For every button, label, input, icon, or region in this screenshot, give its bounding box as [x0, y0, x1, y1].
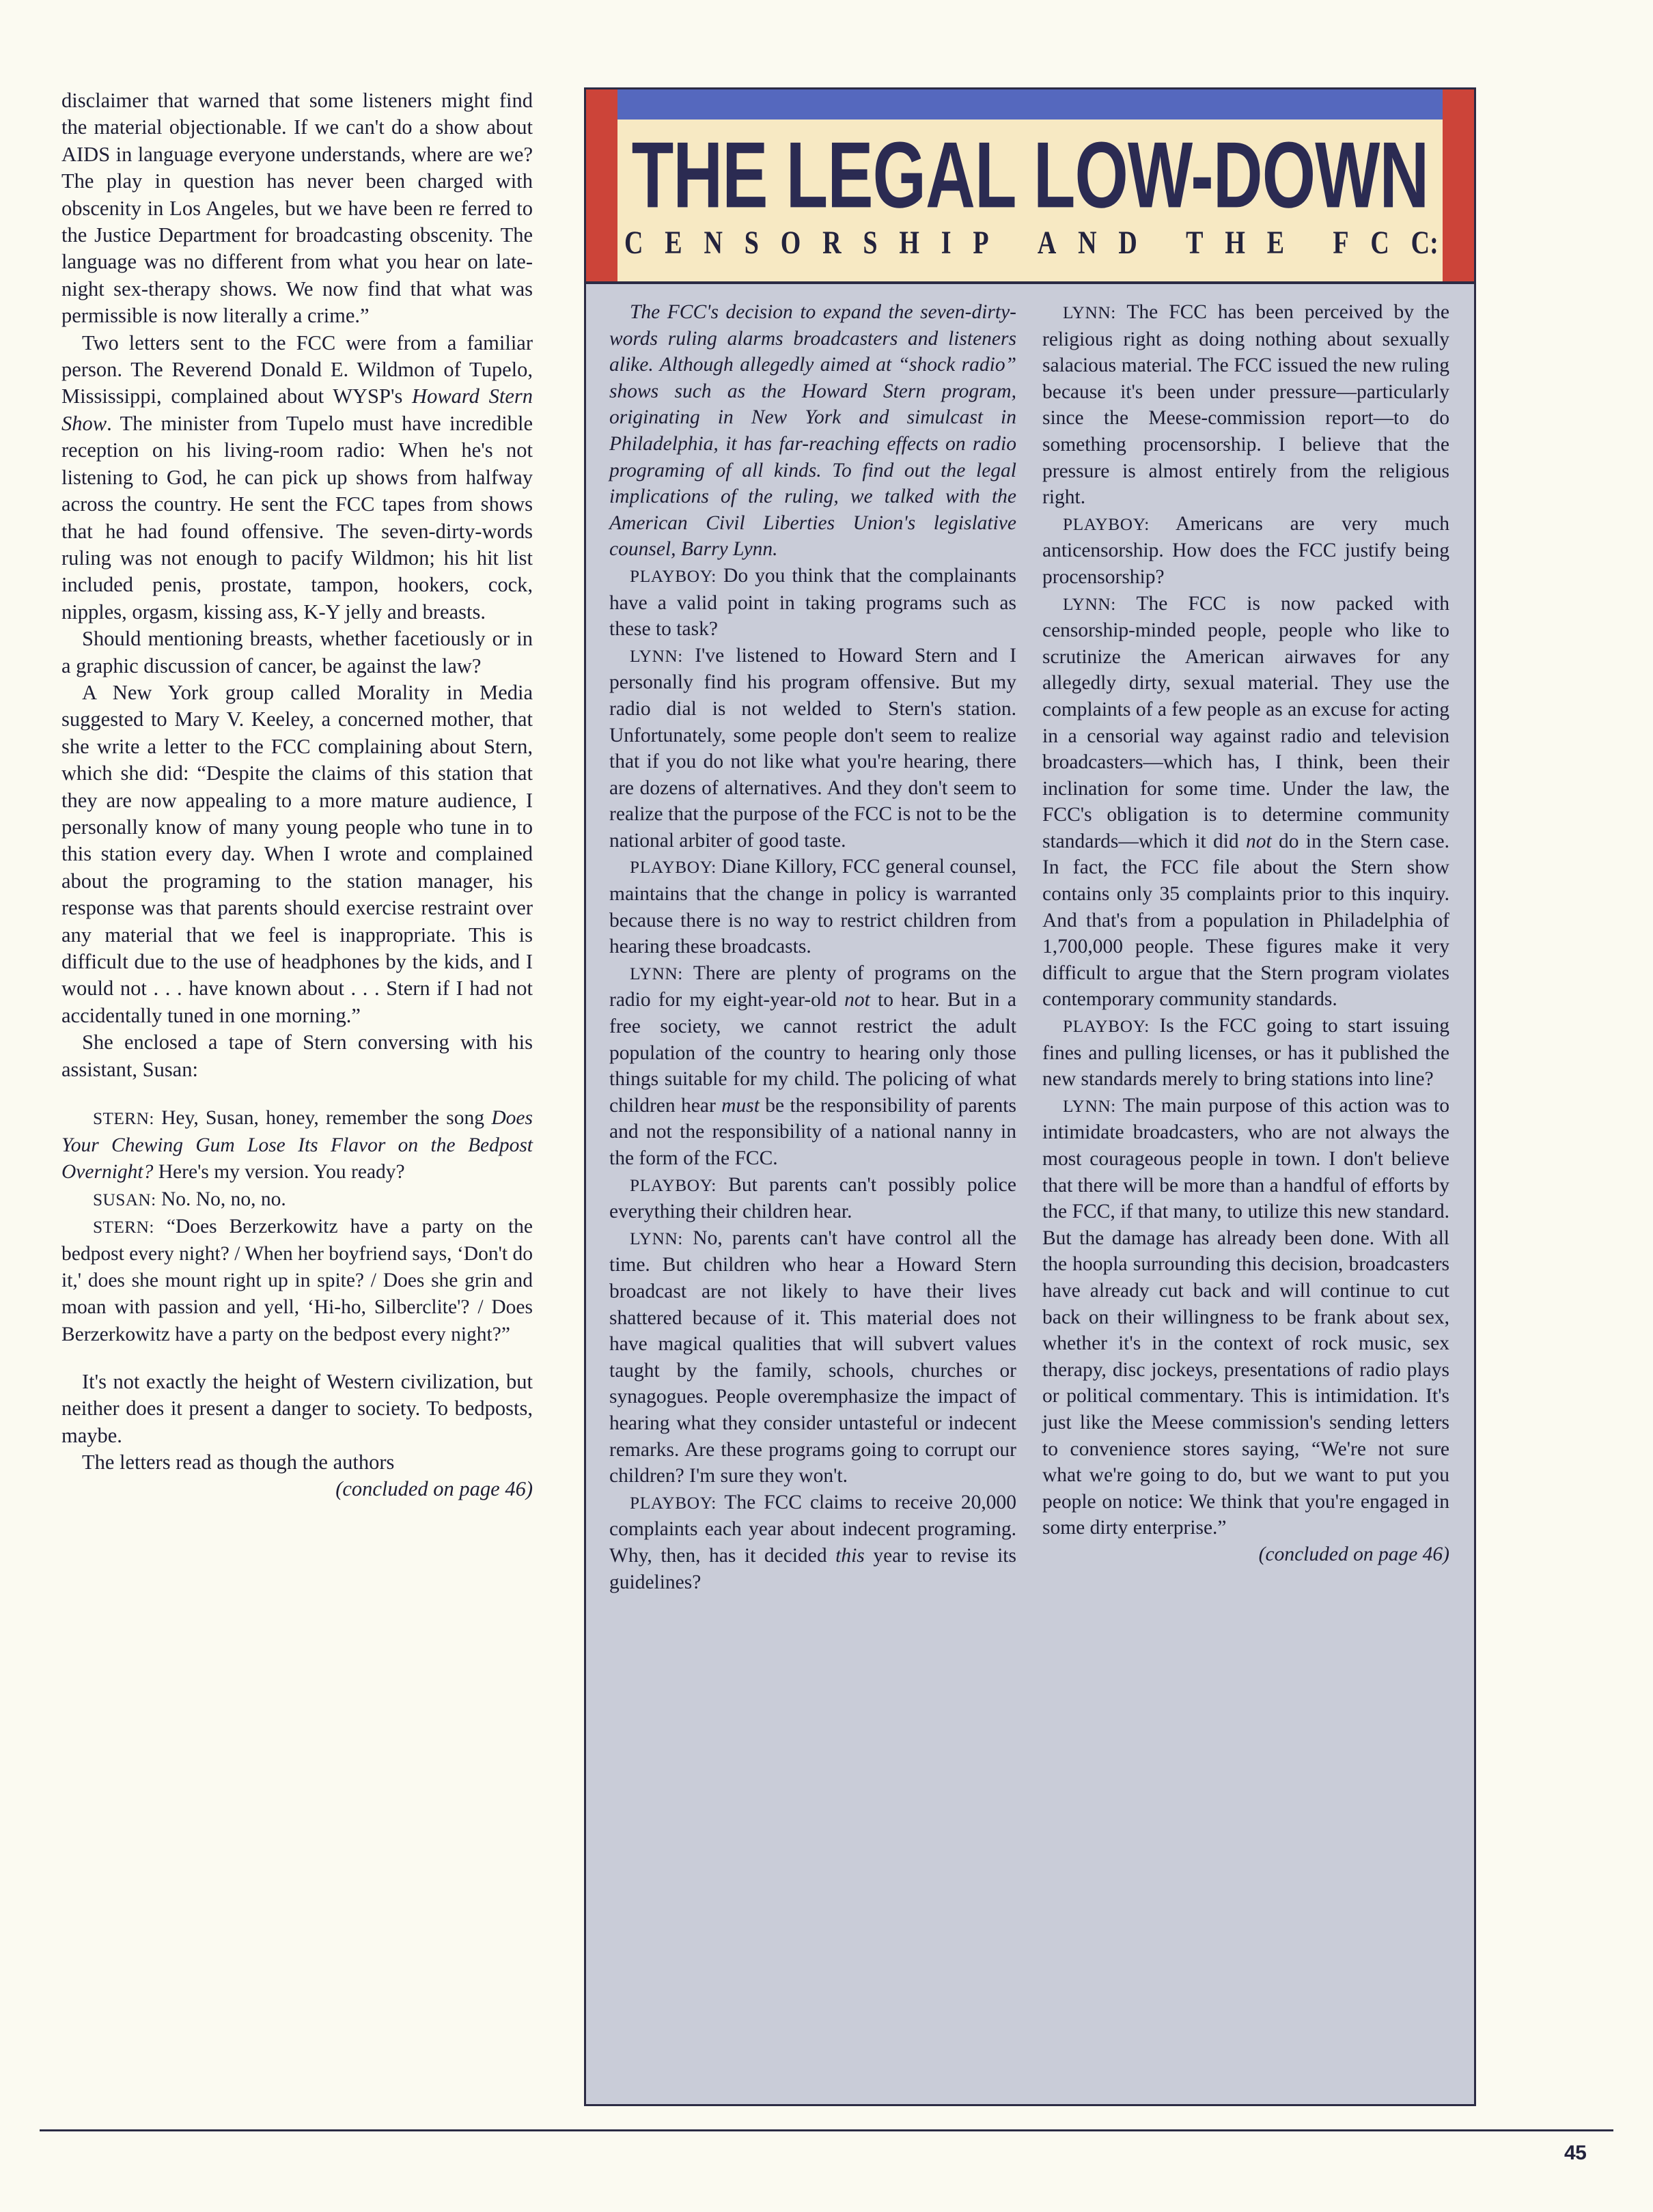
page-bottom-rule [40, 2129, 1613, 2131]
subtitle-letter: I [941, 225, 951, 262]
speaker-label: PLAYBOY: [630, 1493, 717, 1513]
speaker-label: LYNN: [630, 646, 683, 666]
sidebar-column-right [1042, 299, 1449, 2101]
subtitle-letter: R [822, 225, 842, 262]
transcript-line [61, 1105, 533, 1186]
transcript-line [61, 1186, 533, 1214]
subtitle-letter: S [863, 225, 878, 262]
text-run: Americans are very much anticensorship. How does the FCC justify being procensorship? [1042, 512, 1449, 588]
sidebar-feature-box [584, 87, 1476, 2106]
text-run: . The minister from Tupelo must have incredible reception on his living-room radio: When he's not listening to God, he can pick up shows from halfway across the country. He sent the FCC tapes from shows that he had found offensive. The seven-dirty-words ruling was not enough to pacify Wildmon; his hit list included penis, prostate, tampon, hookers, cock, nipples, orgasm, kissing ass, K-Y jelly and breasts. [61, 411, 533, 624]
subtitle-letter: N [1078, 225, 1097, 262]
sidebar-subtitle [624, 219, 1439, 268]
text-run: The FCC claims to receive 20,000 complaints each year about indecent programing. Why, then, has it decided [609, 1491, 1016, 1567]
subtitle-letter: H [899, 225, 919, 262]
text-run: The FCC's decision to expand the seven-dirty-words ruling alarms broadcasters and listeners alike. Although allegedly aimed at “shock radio” shows such as the Howard Stern program, originating in New York and simulcast in Philadelphia, it has far-reaching effects on radio programing of all kinds. To find out the legal implications of the ruling, we talked with the American Civil Liberties Union's legislative counsel, Barry Lynn. [609, 301, 1016, 561]
qa-paragraph [1042, 1093, 1449, 1541]
subtitle-letter: O [780, 225, 801, 262]
qa-paragraph [609, 960, 1016, 1172]
speaker-label: STERN: [93, 1217, 154, 1237]
italic-run: Howard Stern Show [61, 384, 533, 435]
subtitle-letter: E [665, 225, 682, 262]
subtitle-letter: S [744, 225, 759, 262]
text-run: The FCC is now packed with censorship-minded people, people who like to scrutinize the American airwaves for any allegedly dirty, sexual material. They use the complaints of a few people as an excuse for acting in a censorial way against radio and television broadcasters—which has, I think, been their inclination for some time. Under the law, the FCC's obligation is to determine community standards—which it did [1042, 592, 1449, 852]
subtitle-letter: C: [1411, 225, 1439, 262]
sidebar-title: THE LEGAL LOW-DOWN [631, 122, 1429, 228]
article-left-column [61, 87, 533, 1503]
text-run: year to revise its guidelines? [609, 1544, 1016, 1593]
subtitle-letter: H [1225, 225, 1245, 262]
text-run: No. No, no, no. [156, 1188, 286, 1210]
speaker-label: PLAYBOY: [630, 1175, 717, 1195]
sidebar-header [586, 89, 1474, 284]
article-paragraph [61, 87, 533, 330]
qa-paragraph [1042, 591, 1449, 1013]
text-run: She enclosed a tape of Stern conversing with his assistant, Susan: [61, 1031, 533, 1081]
speaker-label: LYNN: [630, 1229, 683, 1248]
subtitle-space [1306, 225, 1311, 262]
subtitle-space [1159, 225, 1165, 262]
header-red-bar-left [586, 89, 617, 284]
text-run: I've listened to Howard Stern and I personally find his program offensive. But my radio dial is not welded to Stern's station. Unfortunately, some people don't seem to realize that if you do not like what you're hearing, there are dozens of alternatives. And they don't seem to realize that the purpose of the FCC is not to be the national arbiter of good taste. [609, 644, 1016, 852]
speaker-label: LYNN: [1063, 594, 1116, 614]
text-run: Hey, Susan, honey, remember the song [154, 1107, 492, 1130]
article-paragraph [61, 680, 533, 1029]
speaker-label: SUSAN: [93, 1190, 156, 1209]
article-paragraph [61, 330, 533, 626]
speaker-label: LYNN: [1063, 303, 1116, 322]
text-run: It's not exactly the height of Western civilization, but neither does it present a danger to society. To bedposts, maybe. [61, 1369, 533, 1447]
qa-paragraph [1042, 511, 1449, 591]
subtitle-letter: A [1037, 225, 1057, 262]
article-closing [61, 1369, 533, 1476]
qa-paragraph [609, 1225, 1016, 1489]
text-run: A New York group called Morality in Media suggested to Mary V. Keeley, a concerned mother, that she write a letter to the FCC complaining about Stern, which she did: “Despite the claims of this station that they are now appealing to a more mature audience, I personally know of many young people who tune in to this station every day. When I wrote and complained about the programing to the station manager, his response was that parents should exercise restraint over any material that we feel is inappropriate. This is difficult due to the use of headphones by the kids, and I would not . . . have known about . . . Stern if I had not accidentally tuned in one morning.” [61, 680, 533, 1027]
text-run: There are plenty of programs on the radio for my eight-year-old [609, 962, 1016, 1011]
text-run: Diane Killory, FCC general counsel, maintains that the change in policy is warranted because there is no way to restrict children from hearing these broadcasts. [609, 856, 1016, 958]
text-run: to hear. But in a free society, we cannot restrict the adult population of the country to hearing only those things suitable for my child. The policing of what children hear [609, 989, 1016, 1117]
speaker-label: PLAYBOY: [1063, 1017, 1150, 1037]
italic-run: this [835, 1544, 865, 1567]
speaker-label: LYNN: [1063, 1096, 1116, 1116]
qa-paragraph [1042, 299, 1449, 511]
subtitle-space [1010, 225, 1016, 262]
subtitle-letter: E [1266, 225, 1285, 262]
italic-run: not [1245, 830, 1272, 852]
continued-note-left: (concluded on page 46) [335, 1477, 533, 1501]
sidebar-body [586, 284, 1474, 2101]
article-body [61, 87, 533, 1083]
text-run: Here's my version. You ready? [153, 1161, 405, 1184]
speaker-label: PLAYBOY: [1063, 514, 1150, 534]
transcript-block [61, 1105, 533, 1348]
text-run: The letters read as though the authors [82, 1451, 395, 1474]
sidebar-column-left [609, 299, 1016, 2101]
subtitle-letter: N [704, 225, 723, 262]
qa-paragraph [609, 1489, 1016, 1595]
text-run: disclaimer that warned that some listeners might find the material objectionable. If we can't do a show about AIDS in language everyone understands, where are we? The play in question has never been charged with obscenity in Los Angeles, but we have been re ferred to the Justice Department for broadcasting obscenity. The language was no different from what you hear on late-night sex-therapy shows. We now find that what was permissible is now literally a crime.” [61, 89, 533, 328]
speaker-label: STERN: [93, 1109, 154, 1129]
text-run: do in the Stern case. In fact, the FCC file about the Stern show contains only 35 complaints prior to this inquiry. And that's from a population in Philadelphia of 1,700,000 people. These figures make it very difficult to argue that the Stern program violates contemporary community standards. [1042, 830, 1449, 1011]
qa-paragraph [609, 563, 1016, 643]
speaker-label: LYNN: [630, 964, 683, 983]
subtitle-letter: T [1186, 225, 1204, 262]
subtitle-letter: D [1118, 225, 1137, 262]
text-run: Two letters sent to the FCC were from a familiar person. The Reverend Donald E. Wildmon of Tupelo, Mississippi, complained about WYSP's [61, 331, 533, 408]
italic-run: not [844, 989, 870, 1011]
article-paragraph [61, 626, 533, 680]
text-run: The main purpose of this action was to intimidate broadcasters, who are not always the most courageous people in town. I don't believe that there will be more than a handful of efforts by the FCC, if that many, to utilize this new standard. But the damage has already been done. With all the hoopla surrounding this decision, broadcasters have already cut back and will continue to cut back on their willingness to be frank about sex, whether it's in the context of rock music, sex therapy, disc jockeys, presentations of radio plays or political commentary. This is intimidation. It's just like the Meese commission's sending letters to convenience stores saying, “We're not sure what we're going to do, but we want to put you people on notice: We think that you're engaged in some dirty enterprise.” [1042, 1094, 1449, 1539]
continued-note-sidebar: (concluded on page 46) [1258, 1543, 1449, 1565]
qa-paragraph [609, 643, 1016, 854]
subtitle-letter: F [1333, 225, 1349, 262]
article-paragraph [61, 1029, 533, 1083]
italic-run: must [721, 1094, 760, 1117]
qa-paragraph [1042, 1013, 1449, 1093]
transcript-line [61, 1214, 533, 1348]
qa-paragraph [609, 1172, 1016, 1225]
text-run: No, parents can't have control all the time. But children who hear a Howard Stern broadcast are not likely to have their lives shattered because of it. This material does not have magical qualities that will subvert values taught by the family, schools, churches or synagogues. People overemphasize the impact of hearing what they consider untasteful or indecent remarks. Are these programs going to corrupt our children? I'm sure they won't. [609, 1227, 1016, 1487]
speaker-label: PLAYBOY: [630, 858, 717, 878]
article-paragraph [61, 1369, 533, 1449]
text-run: “Does Berzerkowitz have a party on the bedpost every night? / When her boyfriend says, ‘Don't do it,' does she mount right up in spite? / Does she grin and moan with passion and yell, ‘Hi-ho, Silberclite'? / Does Berzerkowitz have a party on the bedpost every night?” [61, 1215, 533, 1345]
subtitle-letter: C [624, 225, 643, 262]
page-number: 45 [1564, 2142, 1587, 2164]
speaker-label: PLAYBOY: [630, 566, 717, 586]
text-run: Should mentioning breasts, whether facetiously or in a graphic discussion of cancer, be against the law? [61, 627, 533, 677]
italic-run: Does Your Chewing Gum Lose Its Flavor on the Bedpost Overnight? [61, 1107, 533, 1184]
text-run: Do you think that the complainants have a valid point in taking programs such as these to task? [609, 564, 1016, 641]
text-run: But parents can't possibly police everything their children hear. [609, 1173, 1016, 1223]
article-paragraph [61, 1449, 533, 1476]
text-run: be the responsibility of parents and not the responsibility of a national nanny in the form of the FCC. [609, 1094, 1016, 1169]
header-red-bar-right [1443, 89, 1474, 284]
text-run: The FCC has been perceived by the religious right as doing nothing about sexually salacious material. The FCC issued the new ruling because it's been under pressure—particularly since the Meese-commission report—to do something procensorship. I believe that the pressure is almost entirely from the religious right. [1042, 301, 1449, 509]
qa-paragraph [609, 854, 1016, 960]
subtitle-letter: P [973, 225, 989, 262]
subtitle-letter: C [1370, 225, 1389, 262]
sidebar-intro [609, 299, 1016, 563]
text-run: Is the FCC going to start issuing fines and pulling licenses, or has it published the new standards merely to bring stations into line? [1042, 1015, 1449, 1091]
